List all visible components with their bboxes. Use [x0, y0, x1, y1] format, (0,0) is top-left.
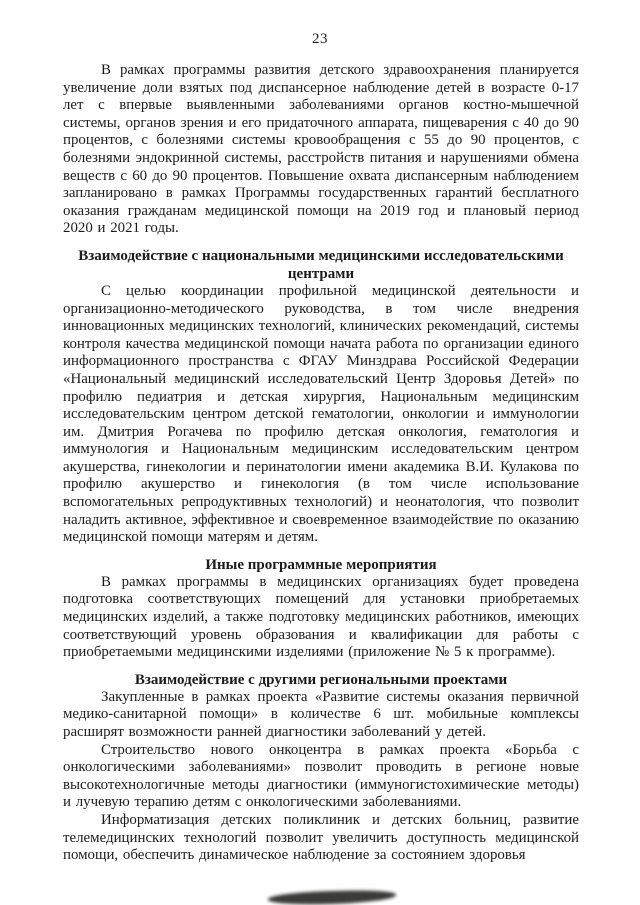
- paragraph-premises-and-staff-preparation: В рамках программы в медицинских организациях будет проведена подготовка соответствующих помещений для установки приобретаемых медицинских изделий, а также подготовку медицинских работников, имеющих соответствующий уровень образования и квалификации для работы с приобретаемыми медицинскими изделиями (приложение № 5 к программе).: [63, 573, 579, 661]
- section-heading-other-program-activities: Иные программные мероприятия: [205, 556, 437, 573]
- scan-smudge-artifact: [268, 889, 396, 905]
- paragraph-oncology-center-construction: Строительство нового онкоцентра в рамках проекта «Борьба с онкологическими заболеваниями» позволит проводить в регионе новые высокотехнологичные методы диагностики (иммуногистохимические методы) и лучевую терапию детям с онкологическими заболеваниями.: [63, 741, 579, 811]
- paragraph-dispensary-observation: В рамках программы развития детского здравоохранения планируется увеличение доли взятых под диспансерное наблюдение детей в возрасте 0-17 лет с впервые выявленными заболеваниями органов костно-мышечной системы, органов зрения и его придаточного аппарата, пищеварения с 40 до 90 процентов, с болезнями системы кровообращения с 55 до 90 процентов, с болезнями эндокринной системы, расстройств питания и нарушениями обмена веществ с 60 до 90 процентов. Повышение охвата диспансерным наблюдением запланировано в рамках Программы государственных гарантий бесплатного оказания гражданам медицинской помощи на 2019 год и плановый период 2020 и 2021 годы.: [63, 62, 579, 237]
- paragraph-mobile-complexes: Закупленные в рамках проекта «Развитие системы оказания первичной медико-санитарной помощи» в количестве 6 шт. мобильные комплексы расширят возможности ранней диагностики заболеваний у детей.: [63, 688, 579, 740]
- paragraph-informatization-telemedicine: Информатизация детских поликлиник и детских больниц, развитие телемедицинских технологий позволит увеличить доступность медицинской помощи, обеспечить динамическое наблюдение за состоянием здоровья: [63, 811, 579, 864]
- page-number: 23: [312, 31, 328, 47]
- paragraph-coordination-with-federal-centers: С целью координации профильной медицинской деятельности и организационно-методического руководства, в том числе внедрения инновационных медицинских технологий, клинических рекомендаций, системы контроля качества медицинской помощи начата работа по организации единого информационного пространства с ФГАУ Минздрава Российской Федерации «Национальный медицинский исследовательский Центр Здоровья Детей» по профилю педиатрия и детская хирургия, Национальным медицинским исследовательским центром детской гематологии, онкологии и иммунологии им. Дмитрия Рогачева по профилю детская онкология, гематология и иммунология и Национальным медицинским исследовательским центром акушерства, гинекологии и перинатологии имени академика В.И. Кулакова по профилю акушерство и гинекология (в том числе использование вспомогательных репродуктивных технологий) и неонатология, что позволит наладить активное, эффективное и своевременное взаимодействие по оказанию медицинской помощи матерям и детям.: [63, 282, 579, 546]
- text-column: [63, 62, 579, 865]
- section-heading-interaction-with-regional-projects: Взаимодействие с другими региональными проектами: [134, 671, 508, 688]
- section-heading-national-medical-research-centers: Взаимодействие с национальными медицинскими исследовательскими центрами: [78, 247, 564, 282]
